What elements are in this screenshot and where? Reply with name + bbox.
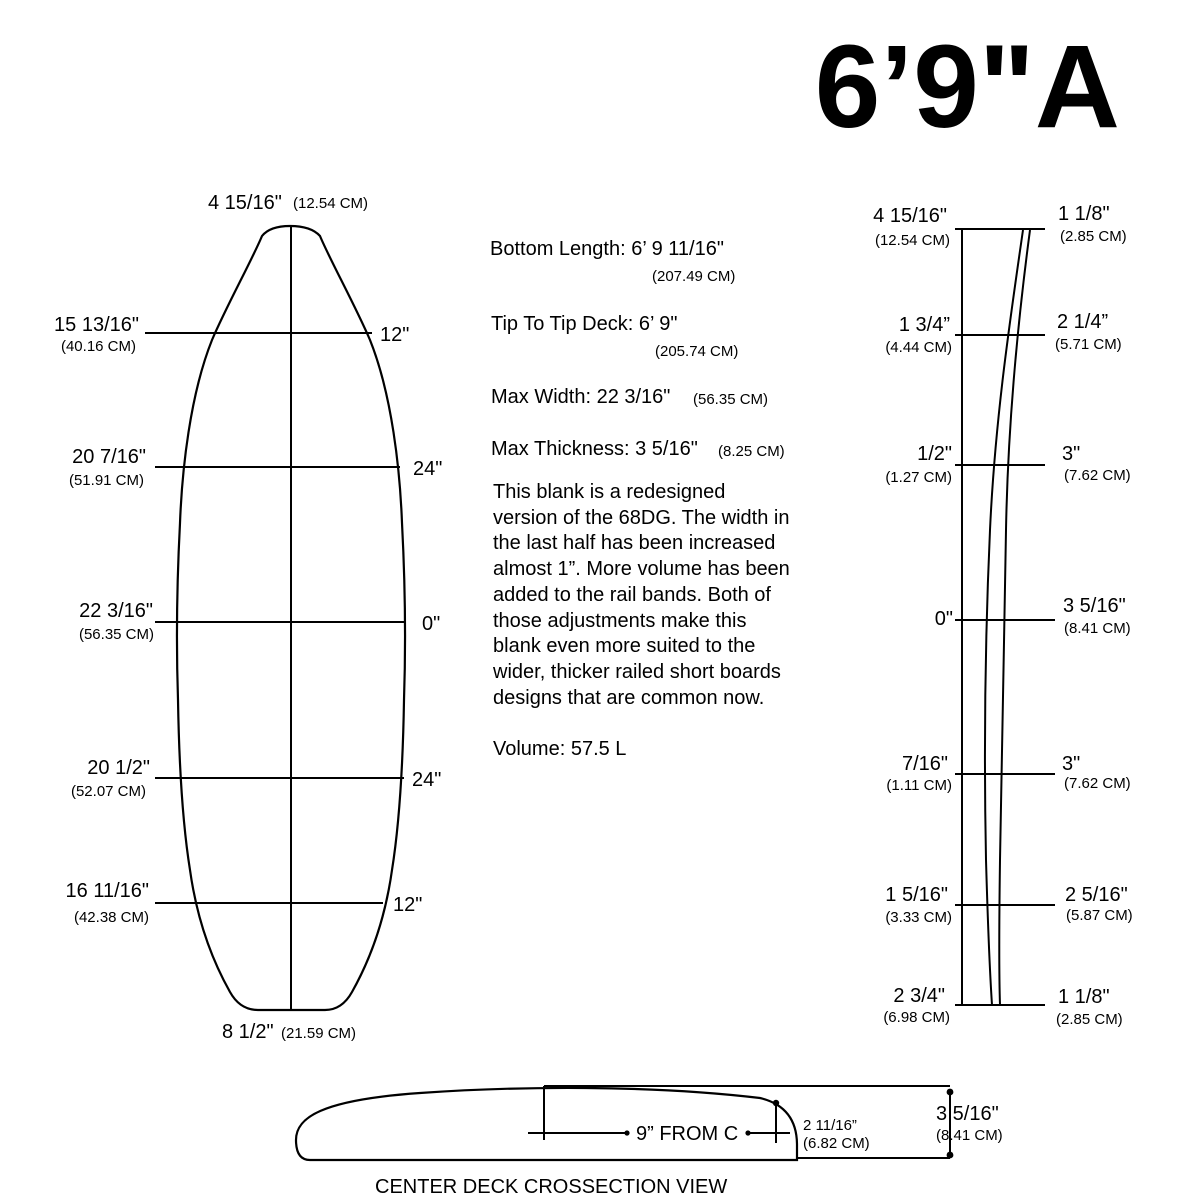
station-width-cm: (40.16 CM) [60, 338, 136, 355]
nose-width-cm: (12.54 CM) [293, 195, 369, 212]
station-width-cm: (51.91 CM) [68, 472, 144, 489]
bottom-height-dot [947, 1152, 954, 1159]
rocker-left-cm: (1.27 CM) [885, 469, 952, 486]
description-line: version of the 68DG. The width in [493, 507, 790, 529]
rail-top-dot [773, 1100, 779, 1106]
crossection-title: CENTER DECK CROSSECTION VIEW [375, 1176, 728, 1198]
max-thickness-label: Max Thickness: 3 5/16" [491, 438, 698, 460]
description-line: This blank is a redesigned [493, 481, 726, 503]
nose-width-label: 4 15/16" [208, 192, 282, 214]
volume-label: Volume: 57.5 L [493, 738, 627, 760]
max-thickness-cm: (8.25 CM) [718, 443, 785, 460]
rocker-view [873, 203, 1133, 1028]
max-width-label: Max Width: 22 3/16" [491, 386, 671, 408]
rocker-right-label: 1 1/8" [1058, 203, 1110, 225]
station-offset-label: 24" [412, 769, 442, 791]
rocker-right-cm: (2.85 CM) [1060, 228, 1127, 245]
rocker-right-cm: (2.85 CM) [1056, 1011, 1123, 1028]
description-line: those adjustments make this [493, 610, 747, 632]
station-width-label: 22 3/16" [79, 600, 153, 622]
rocker-right-cm: (5.71 CM) [1055, 336, 1122, 353]
rocker-right-cm: (8.41 CM) [1064, 620, 1131, 637]
rocker-left-label: 1 5/16" [885, 884, 948, 906]
description-line: added to the rail bands. Both of [493, 584, 771, 606]
crossection-view [296, 1086, 1003, 1198]
rocker-left-cm: (6.98 CM) [883, 1009, 950, 1026]
rocker-left-cm: (3.33 CM) [885, 909, 952, 926]
station-offset-label: 24" [413, 458, 443, 480]
from-center-label: 9” FROM C [636, 1123, 739, 1145]
rocker-left-label: 4 15/16" [873, 205, 947, 227]
rocker-right-cm: (7.62 CM) [1064, 467, 1131, 484]
total-height-cm: (8.41 CM) [936, 1127, 1003, 1144]
station-width-cm: (56.35 CM) [78, 626, 154, 643]
station-width-label: 16 11/16" [65, 880, 149, 902]
tip-to-tip-cm: (205.74 CM) [655, 343, 739, 360]
station-width-label: 20 7/16" [72, 446, 146, 468]
rocker-left-cm: (4.44 CM) [885, 339, 952, 356]
bottom-length-cm: (207.49 CM) [652, 268, 736, 285]
specs-block [490, 238, 790, 760]
tail-width-label: 8 1/2" [222, 1021, 274, 1043]
rocker-right-cm: (5.87 CM) [1066, 907, 1133, 924]
rail-height-label: 2 11/16” [803, 1117, 857, 1134]
rocker-left-label: 1 3/4” [898, 314, 950, 336]
rocker-right-label: 3" [1062, 753, 1081, 775]
rocker-left-label: 7/16" [901, 753, 948, 775]
description-line: designs that are common now. [493, 687, 765, 709]
outline-view [54, 192, 442, 1043]
from-center-dot [624, 1130, 629, 1135]
rocker-right-label: 1 1/8" [1058, 986, 1110, 1008]
station-offset-label: 0" [422, 613, 441, 635]
rocker-right-label: 2 1/4” [1057, 311, 1109, 333]
rocker-right-label: 2 5/16" [1065, 884, 1128, 906]
total-height-label: 3 5/16" [936, 1103, 999, 1125]
station-width-cm: (42.38 CM) [73, 909, 149, 926]
station-width-cm: (52.07 CM) [70, 783, 146, 800]
rocker-left-label: 0" [934, 608, 953, 630]
rail-height-cm: (6.82 CM) [803, 1135, 870, 1152]
rocker-left-label: 1/2" [917, 443, 952, 465]
station-offset-label: 12" [393, 894, 423, 916]
bottom-length-label: Bottom Length: 6’ 9 11/16" [490, 238, 724, 260]
description-line: almost 1”. More volume has been [493, 558, 790, 580]
station-width-label: 15 13/16" [54, 314, 139, 336]
rocker-left-cm: (12.54 CM) [874, 232, 950, 249]
rocker-left-label: 2 3/4" [893, 985, 945, 1007]
rocker-right-label: 3" [1062, 443, 1081, 465]
station-offset-label: 12" [380, 324, 410, 346]
rocker-right-label: 3 5/16" [1063, 595, 1126, 617]
top-height-dot [947, 1089, 954, 1096]
description-line: blank even more suited to the [493, 635, 756, 657]
tip-to-tip-label: Tip To Tip Deck: 6’ 9" [491, 313, 678, 335]
station-width-label: 20 1/2" [87, 757, 150, 779]
description-line: the last half has been increased [493, 532, 776, 554]
rocker-right-cm: (7.62 CM) [1064, 775, 1131, 792]
rocker-left-cm: (1.11 CM) [886, 777, 952, 794]
rocker-bottom-curve [999, 230, 1030, 1005]
tail-width-cm: (21.59 CM) [281, 1025, 357, 1042]
description-line: wider, thicker railed short boards [493, 661, 781, 683]
max-width-cm: (56.35 CM) [693, 391, 769, 408]
model-title: 6’9"A [814, 21, 1120, 153]
